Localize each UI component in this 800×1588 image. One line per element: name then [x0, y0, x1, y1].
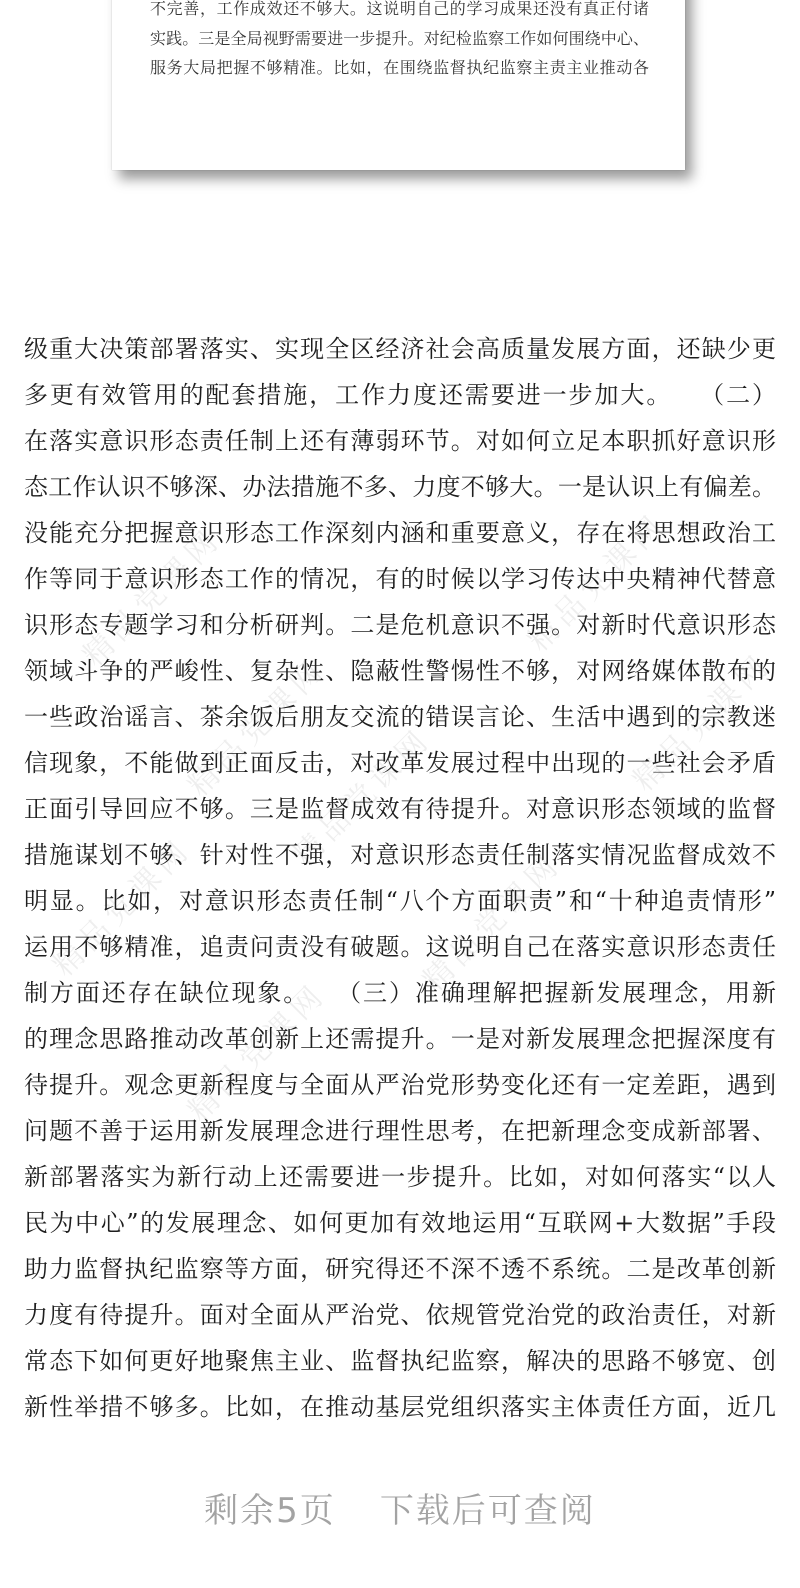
body-line: 多更有效管用的配套措施，工作力度还需要进一步加大。 （二） [24, 381, 776, 409]
download-hint-label: 下载后可查阅 [379, 1491, 596, 1531]
watermark-text: 精品党课网 [181, 651, 334, 804]
body-line: 领域斗争的严峻性、复杂性、隐蔽性警惕性不够，对网络媒体散布的 [24, 657, 776, 685]
remaining-pages-label: 剩余5页 [204, 1491, 336, 1531]
body-line: 态工作认识不够深、办法措施不多、力度不够大。一是认识上有偏差。 [24, 473, 776, 501]
pages-remaining-banner [0, 1483, 800, 1532]
watermark-text: 精品党课网 [416, 846, 569, 999]
body-line: 待提升。观念更新程度与全面从严治党形势变化还有一定差距，遇到 [24, 1071, 776, 1099]
watermark-text: 精品党课网 [286, 721, 439, 874]
body-line: 常态下如何更好地聚焦主业、监督执纪监察，解决的思路不够宽、创 [24, 1347, 776, 1375]
body-line: 没能充分把握意识形态工作深刻内涵和重要意义，存在将思想政治工 [24, 519, 776, 547]
body-line: 助力监督执纪监察等方面，研究得还不深不透不系统。二是改革创新 [24, 1255, 776, 1283]
watermark-text: 精品党课网 [181, 976, 334, 1129]
preview-line: 不完善，工作成效还不够大。这说明自己的学习成果还没有真正付诸 [150, 0, 649, 18]
body-line: 力度有待提升。面对全面从严治党、依规管党治党的政治责任，对新 [24, 1301, 776, 1329]
body-line: 级重大决策部署落实、实现全区经济社会高质量发展方面，还缺少更 [24, 335, 776, 363]
body-line: 制方面还存在缺位现象。 （三）准确理解把握新发展理念，用新 [24, 979, 776, 1007]
body-line: 作等同于意识形态工作的情况，有的时候以学习传达中央精神代替意 [24, 565, 776, 593]
watermark-text: 精品党课网 [626, 646, 779, 799]
watermark-text: 精品党课网 [76, 521, 229, 674]
body-line: 的理念思路推动改革创新上还需提升。一是对新发展理念把握深度有 [24, 1025, 776, 1053]
body-line: 运用不够精准，追责问责没有破题。这说明自己在落实意识形态责任 [24, 933, 776, 961]
document-body-text [24, 326, 776, 1430]
watermark-text: 精品党课网 [521, 506, 674, 659]
body-line: 措施谋划不够、针对性不强，对意识形态责任制落实情况监督成效不 [24, 841, 776, 869]
body-line: 民为中心”的发展理念、如何更加有效地运用“互联网+大数据”手段 [24, 1209, 776, 1237]
body-line: 在落实意识形态责任制上还有薄弱环节。对如何立足本职抓好意识形 [24, 427, 776, 455]
body-line: 正面引导回应不够。三是监督成效有待提升。对意识形态领域的监督 [24, 795, 776, 823]
body-line: 问题不善于运用新发展理念进行理性思考，在把新理念变成新部署、 [24, 1117, 776, 1145]
page-preview-card [112, 0, 685, 170]
body-line: 新性举措不够多。比如，在推动基层党组织落实主体责任方面，近几 [24, 1393, 776, 1421]
body-line: 信现象，不能做到正面反击，对改革发展过程中出现的一些社会矛盾 [24, 749, 776, 777]
body-line: 识形态专题学习和分析研判。二是危机意识不强。对新时代意识形态 [24, 611, 776, 639]
watermark-text: 精品党课网 [46, 831, 199, 984]
body-line: 新部署落实为新行动上还需要进一步提升。比如，对如何落实“以人 [24, 1163, 776, 1191]
body-line: 一些政治谣言、茶余饭后朋友交流的错误言论、生活中遇到的宗教迷 [24, 703, 776, 731]
body-line: 明显。比如，对意识形态责任制“八个方面职责”和“十种追责情形” [24, 887, 776, 915]
preview-line: 实践。三是全局视野需要进一步提升。对纪检监察工作如何围绕中心、 [150, 28, 649, 48]
page-preview-text [150, 0, 649, 83]
preview-line: 服务大局把握不够精准。比如，在围绕监督执纪监察主责主业推动各 [150, 58, 649, 77]
